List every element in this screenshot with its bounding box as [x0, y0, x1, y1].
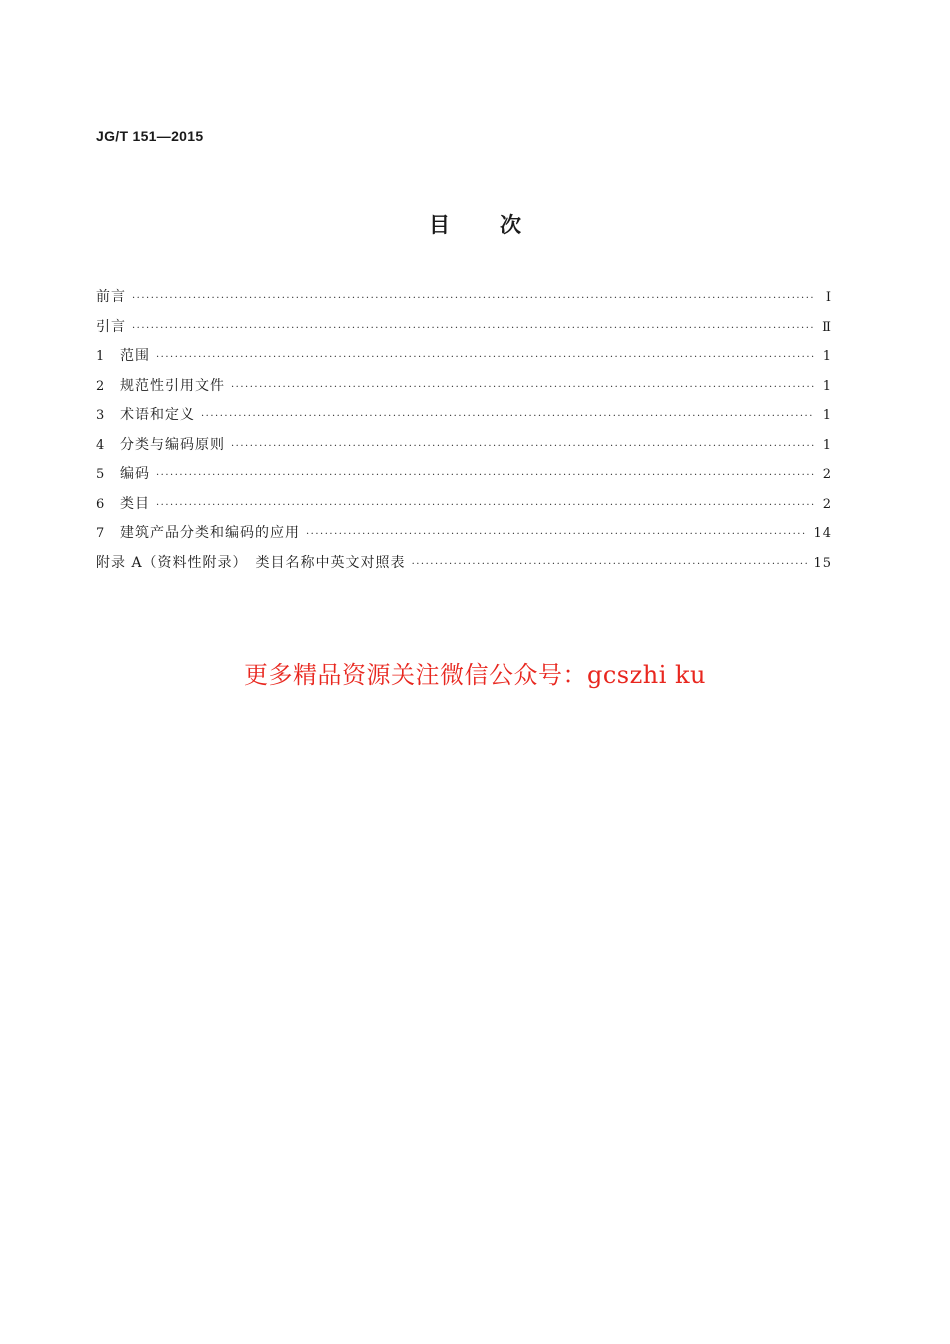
toc-entry-title: 附录 A（资料性附录） 类目名称中英文对照表	[96, 554, 406, 571]
toc-leader-dots	[201, 411, 814, 422]
toc-entry-introduction[interactable]	[96, 316, 832, 346]
toc-entry-number: 6	[96, 496, 106, 512]
toc-leader-dots	[156, 500, 814, 511]
toc-entry-4[interactable]	[96, 434, 832, 464]
toc-entry-title: 范围	[120, 348, 150, 364]
toc-entry-number: 5	[96, 467, 106, 482]
page-title	[0, 209, 950, 239]
toc-entry-title: 编码	[120, 466, 150, 482]
toc-entry-3[interactable]	[96, 404, 832, 434]
toc-leader-dots	[132, 323, 814, 334]
toc-entry-foreword[interactable]	[96, 286, 832, 316]
toc-entry-number: 4	[96, 437, 106, 453]
toc-entry-appendix-a[interactable]	[96, 552, 832, 582]
toc-entry-title: 规范性引用文件	[120, 377, 225, 394]
toc-entry-5[interactable]	[96, 463, 832, 493]
table-of-contents	[96, 286, 832, 581]
toc-entry-number: 2	[96, 378, 106, 394]
toc-entry-2[interactable]	[96, 375, 832, 405]
toc-page-number: 1	[822, 378, 832, 394]
toc-page-number: 2	[822, 496, 832, 512]
toc-page-number: Ⅰ	[825, 290, 832, 305]
toc-leader-dots	[231, 441, 814, 452]
toc-leader-dots	[306, 529, 807, 540]
title-char-1: 目	[429, 213, 450, 237]
toc-leader-dots	[132, 293, 814, 304]
toc-leader-dots	[156, 352, 814, 363]
toc-entry-title: 建筑产品分类和编码的应用	[120, 525, 300, 541]
toc-leader-dots	[412, 559, 808, 570]
toc-page-number: 15	[813, 555, 832, 571]
toc-entry-7[interactable]	[96, 522, 832, 552]
toc-entry-title: 引言	[96, 318, 126, 335]
toc-entry-title: 分类与编码原则	[120, 436, 225, 453]
toc-page-number: Ⅱ	[822, 319, 832, 335]
toc-page-number: 1	[822, 349, 832, 364]
toc-entry-number: 1	[96, 349, 106, 364]
toc-leader-dots	[231, 382, 814, 393]
toc-page-number: 14	[813, 526, 832, 541]
toc-page-number: 2	[822, 467, 832, 482]
toc-entry-title: 术语和定义	[120, 407, 195, 423]
toc-leader-dots	[156, 470, 814, 481]
title-char-2: 次	[500, 213, 521, 237]
toc-entry-number: 3	[96, 408, 106, 423]
toc-entry-number: 7	[96, 526, 106, 541]
toc-entry-6[interactable]	[96, 493, 832, 523]
toc-page-number: 1	[822, 437, 832, 453]
toc-entry-1[interactable]	[96, 345, 832, 375]
toc-page-number: 1	[822, 408, 832, 423]
toc-entry-title: 类目	[120, 495, 150, 512]
standard-code: JG/T 151—2015	[96, 128, 204, 144]
toc-entry-title: 前言	[96, 289, 126, 305]
promo-watermark-text: 更多精品资源关注微信公众号：gcszhi ku	[243, 661, 707, 689]
